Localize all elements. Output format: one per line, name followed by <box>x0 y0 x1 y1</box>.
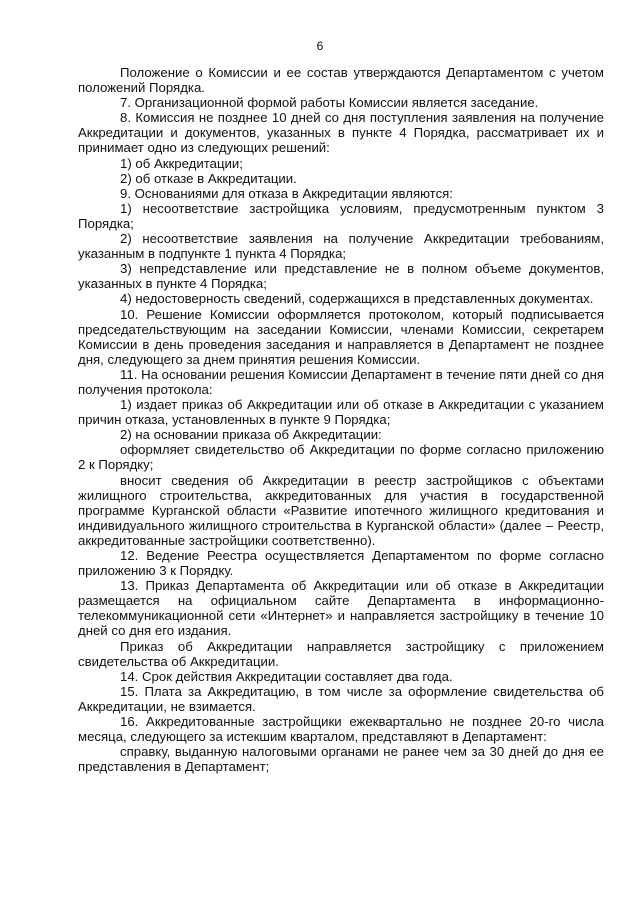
paragraph: 1) об Аккредитации; <box>120 155 243 171</box>
paragraph: 16. Аккредитованные застройщики ежеквартально не позднее 20-го числа месяца, следующего за истекшим кварталом, представляют в Департамент: <box>78 714 604 745</box>
paragraph: Положение о Комиссии и ее состав утверждаются Департаментом с учетом положений Порядка. <box>78 65 604 96</box>
paragraph: 11. На основании решения Комиссии Департамент в течение пяти дней со дня получения протокола: <box>78 366 604 397</box>
paragraph: 2) об отказе в Аккредитации. <box>120 170 297 186</box>
page-number: 6 <box>316 39 324 53</box>
paragraph: 3) непредставление или представление не в полном объеме документов, указанных в пункте 4 Порядка; <box>78 261 604 292</box>
paragraph: 1) издает приказ об Аккредитации или об отказе в Аккредитации с указанием причин отказа, установленных в пункте 9 Порядка; <box>78 397 604 428</box>
paragraph: 10. Решение Комиссии оформляется протоколом, который подписывается председательствующим на заседании Комиссии, членами Комиссии, секретарем Комиссии в день проведения заседания и направляется в Департамент не позднее дня, следующего за днем принятия решения Комиссии. <box>78 306 604 367</box>
paragraph: оформляет свидетельство об Аккредитации по форме согласно приложению 2 к Порядку; <box>78 442 604 473</box>
paragraph: 14. Срок действия Аккредитации составляет два года. <box>120 668 453 684</box>
paragraph: 7. Организационной формой работы Комиссии является заседание. <box>120 95 539 111</box>
paragraph: 1) несоответствие застройщика условиям, предусмотренным пунктом 3 Порядка; <box>78 200 604 231</box>
paragraph: 2) на основании приказа об Аккредитации: <box>120 427 382 443</box>
paragraph: Приказ об Аккредитации направляется застройщику с приложением свидетельства об Аккредитации. <box>78 638 604 669</box>
paragraph: 9. Основаниями для отказа в Аккредитации являются: <box>120 185 453 201</box>
paragraph: 8. Комиссия не позднее 10 дней со дня поступления заявления на получение Аккредитации и документов, указанных в пункте 4 Порядка, рассматривает их и принимает одно из следующих решений: <box>78 110 604 156</box>
paragraph: 12. Ведение Реестра осуществляется Департаментом по форме согласно приложению 3 к Порядку. <box>78 548 604 579</box>
paragraph: справку, выданную налоговыми органами не ранее чем за 30 дней до дня ее представления в Департамент; <box>78 744 604 775</box>
paragraph: вносит сведения об Аккредитации в реестр застройщиков с объектами жилищного строительства, аккредитованных для участия в государственной программе Курганской области «Развитие ипотечного жилищного кредитования и индивидуального жилищного строительства в Курганской области» (далее – Реестр, аккредитованные застройщики соответственно). <box>78 472 604 548</box>
document-body <box>78 65 604 774</box>
paragraph: 13. Приказ Департамента об Аккредитации или об отказе в Аккредитации размещается на официальном сайте Департамента в информационно-телекоммуникационной сети «Интернет» и направляется застройщику в течение 10 дней со дня его издания. <box>78 578 604 639</box>
paragraph: 2) несоответствие заявления на получение Аккредитации требованиям, указанным в подпункте 1 пункта 4 Порядка; <box>78 231 604 262</box>
paragraph: 4) недостоверность сведений, содержащихся в представленных документах. <box>120 291 594 307</box>
paragraph: 15. Плата за Аккредитацию, в том числе за оформление свидетельства об Аккредитации, не взимается. <box>78 683 604 714</box>
